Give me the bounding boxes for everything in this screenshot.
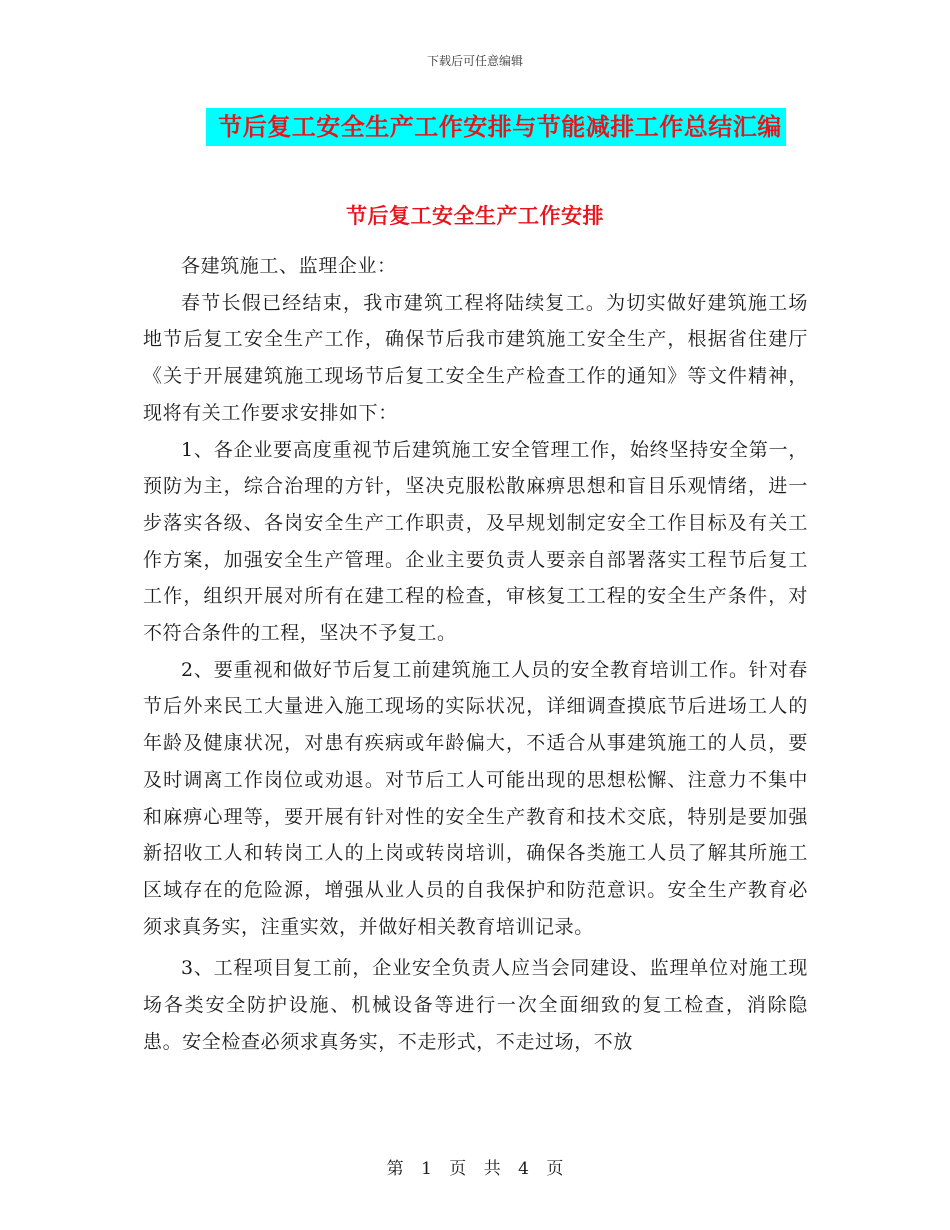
- paragraph-item-3: 3、工程项目复工前，企业安全负责人应当会同建设、监理单位对施工现场各类安全防护设施、机械设备等进行一次全面细致的复工检查，消除隐患。安全检查必须求真务实，不走形式，不走过场，不放: [143, 957, 808, 1053]
- page-footer: [0, 1154, 950, 1179]
- main-title: 节后复工安全生产工作安排与节能减排工作总结汇编: [206, 108, 786, 146]
- paragraph-item-2: 2、要重视和做好节后复工前建筑施工人员的安全教育培训工作。针对春节后外来民工大量进入施工现场的实际状况，详细调查摸底节后进场工人的年龄及健康状况，对患有疾病或年龄偏大，不适合从事建筑施工的人员，要及时调离工作岗位或劝退。对节后工人可能出现的思想松懈、注意力不集中和麻痹心理等，要开展有针对性的安全生产教育和技术交底，特别是要加强新招收工人和转岗工人的上岗或转岗培训，确保各类施工人员了解其所施工区域存在的危险源，增强从业人员的自我保护和防范意识。安全生产教育必须求真务实，注重实效，并做好相关教育培训记录。: [143, 658, 808, 938]
- section-title: 节后复工安全生产工作安排: [346, 204, 604, 228]
- document-body: [143, 248, 808, 1060]
- footer-total-pages: 4: [518, 1159, 529, 1179]
- footer-page-label: 页: [449, 1159, 467, 1179]
- footer-suffix: 页: [546, 1159, 564, 1179]
- footer-page-number: 1: [421, 1159, 432, 1179]
- main-title-container: [0, 108, 950, 146]
- footer-total-label: 共: [483, 1159, 501, 1179]
- header-note: 下载后可任意编辑: [426, 54, 523, 68]
- footer-prefix: 第: [386, 1159, 404, 1179]
- paragraph-item-1: 1、各企业要高度重视节后建筑施工安全管理工作，始终坚持安全第一，预防为主，综合治理的方针，坚决克服松散麻痹思想和盲目乐观情绪，进一步落实各级、各岗安全生产工作职责，及早规划制定安全工作目标及有关工作方案，加强安全生产管理。企业主要负责人要亲自部署落实工程节后复工工作，组织开展对所有在建工程的检查，审核复工工程的安全生产条件，对不符合条件的工程，坚决不予复工。: [143, 438, 808, 645]
- paragraph-intro: 春节长假已经结束，我市建筑工程将陆续复工。为切实做好建筑施工场地节后复工安全生产工作，确保节后我市建筑施工安全生产，根据省住建厅《关于开展建筑施工现场节后复工安全生产检查工作的通知》等文件精神，现将有关工作要求安排如下：: [143, 291, 808, 424]
- paragraph-salutation: 各建筑施工、监理企业：: [181, 255, 397, 277]
